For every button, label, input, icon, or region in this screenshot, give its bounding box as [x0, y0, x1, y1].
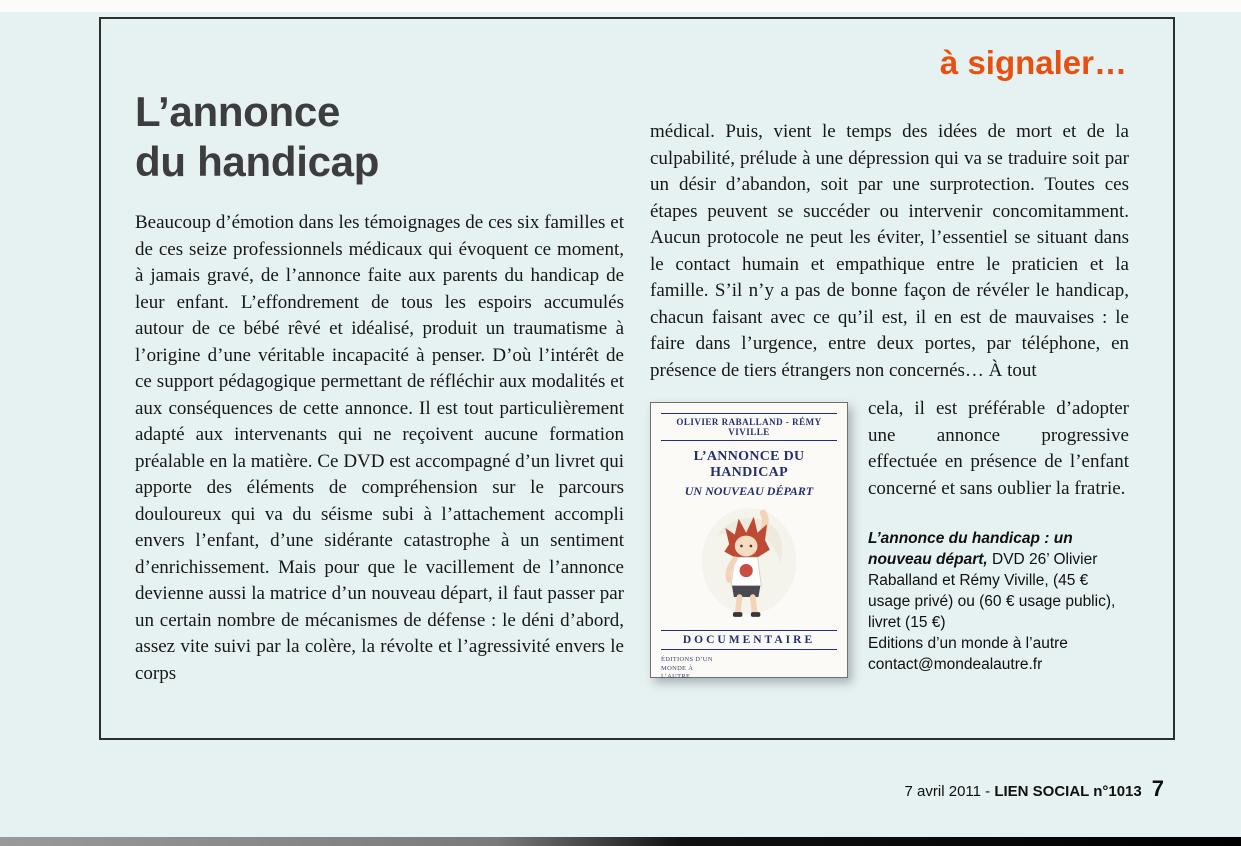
caption-details: DVD 26’ Olivier Raballand et Rémy Viville, (45 € usage privé) ou (60 € usage public), livret (15 €) [868, 551, 1116, 632]
dvd-cover-title: L’ANNONCE DU HANDICAP [693, 449, 805, 481]
dvd-cover-genre: DOCUMENTAIRE [661, 630, 837, 650]
scan-edge-bar [0, 837, 1241, 846]
article-title [135, 87, 624, 186]
dvd-cover-subtitle: UN NOUVEAU DÉPART [684, 484, 814, 499]
right-column [650, 39, 1129, 687]
dvd-cover-authors: OLIVIER RABALLAND - RÉMY VIVILLE [661, 413, 837, 441]
section-label: à signaler… [939, 44, 1127, 81]
page-footer [905, 776, 1164, 802]
footer-date: 7 avril 2011 - [904, 783, 995, 800]
article-columns [135, 39, 1129, 687]
body-paragraph-wrapped: cela, il est préférable d’adopter une annonce progressive effectuée en présence de l’enfant concerné et sans oublier la fratrie. [868, 398, 1129, 499]
footer-page-number: 7 [1151, 776, 1164, 801]
body-paragraph-right: médical. Puis, vient le temps des idées de mort et de la culpabilité, prélude à une dépression qui va se traduire soit par un désir d’abandon, soit par une surprotection. Toutes ces étapes peuvent se succéder ou intervenir concomitamment. Aucun protocole ne peut les éviter, l’essentiel se situant dans le contact humain et empathique entre le praticien et la famille. S’il n’y a pas de bonne façon de révéler le handicap, chacun faisant avec ce qu’il est, il en est de mauvaises : le faire dans l’urgence, entre deux portes, par téléphone, en présence de tiers étrangers non concernés… À tout [650, 121, 1129, 381]
media-row [650, 396, 1129, 681]
article-title-line1: L’annonce [135, 88, 341, 135]
dvd-cover-publisher-logo: ÉDITIONS D’UN MONDE À L’AUTRE [661, 656, 713, 681]
body-paragraph-left: Beaucoup d’émotion dans les témoignages de ces six familles et de ces seize professionnels médicaux qui évoquent ce moment, à jamais gravé, de l’annonce faite aux parents du handicap de leur enfant. L’effondrement de tous les espoirs accumulés autour de ce bébé rêvé et idéalisé, produit un traumatisme à l’origine d’une véritable incapacité à penser. D’où l’intérêt de ce support pédagogique permettant de réfléchir aux modalités et aux conséquences de cette annonce. Il est tout particulièrement adapté aux intervenants qui ne reçoivent aucune formation préalable en la matière. Ce DVD est accompagné d’un livret qui apporte des éléments de compréhension sur le parcours douloureux qui va du séisme subi à l’attachement accompli envers l’enfant, d’une sidérante catastrophe à un sentiment d’enrichissement. Mais pour que le vacillement de l’annonce devienne aussi la matrice d’un nouveau départ, il faut passer par un certain nombre de mécanismes de défense : le déni d’abord, assez vite suivi par la colère, la révolte et l’agressivité envers le corps [135, 212, 624, 684]
dvd-illustration [697, 504, 801, 622]
caption-lead: L’annonce du handicap : un nouveau départ, [868, 530, 1073, 569]
dvd-cover [650, 402, 848, 681]
left-column [135, 39, 624, 687]
article-title-line2: du handicap [135, 137, 380, 185]
content-frame [99, 17, 1175, 740]
footer-magazine: LIEN SOCIAL n°1013 [994, 783, 1142, 800]
caption-email: contact@mondealautre.fr [868, 656, 1043, 674]
caption-publisher: Editions d’un monde à l’autre [868, 635, 1068, 653]
dvd-cover-photo [650, 402, 850, 681]
